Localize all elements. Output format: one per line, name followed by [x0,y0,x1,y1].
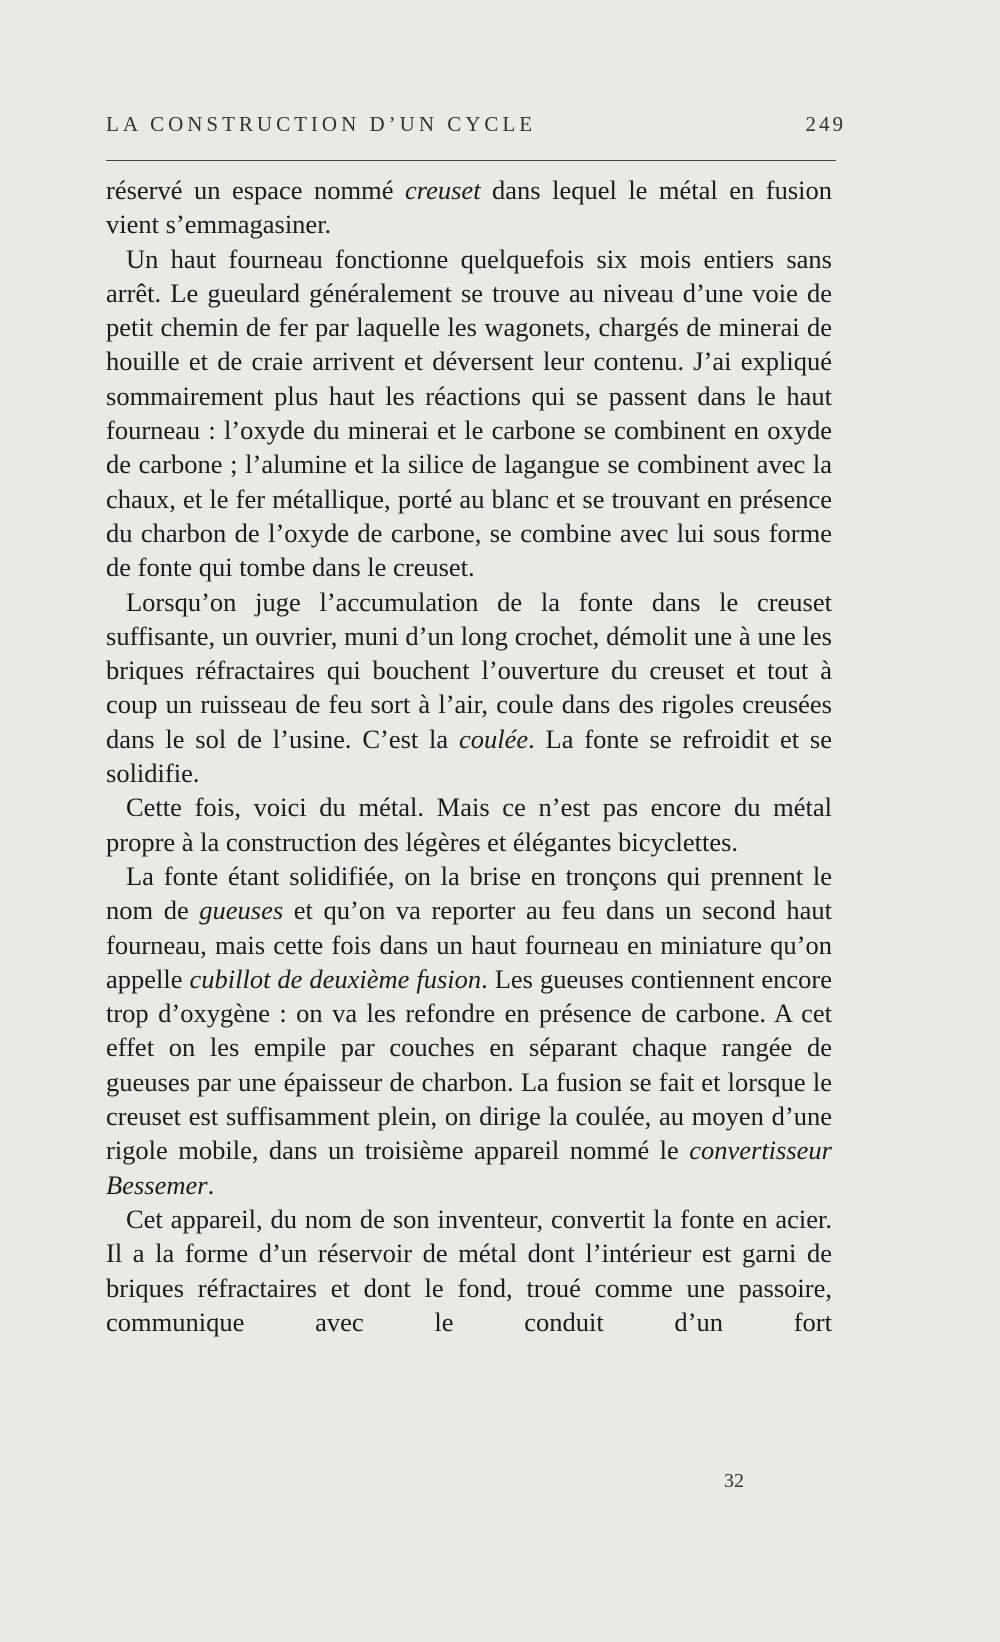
italic-term: cubillot de deuxième fusion [189,963,482,994]
italic-term: creuset [405,175,481,205]
paragraph: réservé un espace nommé creuset dans lequel le métal en fusion vient s’emmagasiner. [106,175,832,240]
italic-term: coulée [458,723,529,754]
paragraph: Cet appareil, du nom de son inventeur, convertit la fonte en acier. Il a la forme d’un réservoir de métal dont l’intérieur est garni de briques réfractaires et dont le fond, troué comme une passoire, communique avec le conduit d’un fort [106,1203,832,1337]
running-title: LA CONSTRUCTION D’UN CYCLE [106,112,537,136]
italic-term: gueuses [199,895,284,926]
page-number: 249 [805,112,846,136]
running-header [106,112,846,137]
paragraph: La fonte étant solidifiée, on la brise en tronçons qui prennent le nom de gueuses et qu’on va reporter au feu dans un second haut fourneau, mais cette fois dans un haut fourneau en miniature qu’on appelle cubillot de deuxième fusion. Les gueuses contiennent encore trop d’oxygène : on va les refondre en présence de carbone. A cet effet on les empile par couches en séparant chaque rangée de gueuses par une épaisseur de charbon. La fusion se fait et lorsque le creuset est suffisamment plein, on dirige la coulée, au moyen d’une rigole mobile, dans un troisième appareil nommé le convertisseur Bessemer. [106,860,832,1200]
body-text [106,173,832,1339]
italic-term: convertisseur Bessemer [106,1135,832,1200]
header-rule [106,160,836,161]
paragraph: Un haut fourneau fonctionne quelquefois six mois entiers sans arrêt. Le gueulard généralement se trouve au niveau d’une voie de petit chemin de fer par laquelle les wagonets, chargés de minerai de houille et de craie arrivent et déversent leur contenu. J’ai expliqué sommairement plus haut les réactions qui se passent dans le haut fourneau : l’oxyde du minerai et le carbone se combinent en oxyde de carbone ; l’alumine et la silice de lagangue se combinent avec la chaux, et le fer métallique, porté au blanc et se trouvant en présence du charbon de l’oxyde de carbone, se combine avec lui sous forme de fonte qui tombe dans le creuset. [106,243,832,583]
signature-mark: 32 [724,1470,744,1492]
paragraph: Lorsqu’on juge l’accumulation de la fonte dans le creuset suffisante, un ouvrier, muni d’un long crochet, démolit une à une les briques réfractaires qui bouchent l’ouverture du creuset et tout à coup un ruisseau de feu sort à l’air, coule dans des rigoles creusées dans le sol de l’usine. C’est la coulée. La fonte se refroidit et se solidifie. [106,586,832,789]
paragraph: Cette fois, voici du métal. Mais ce n’est pas encore du métal propre à la construction des légères et élégantes bicyclettes. [106,792,832,857]
